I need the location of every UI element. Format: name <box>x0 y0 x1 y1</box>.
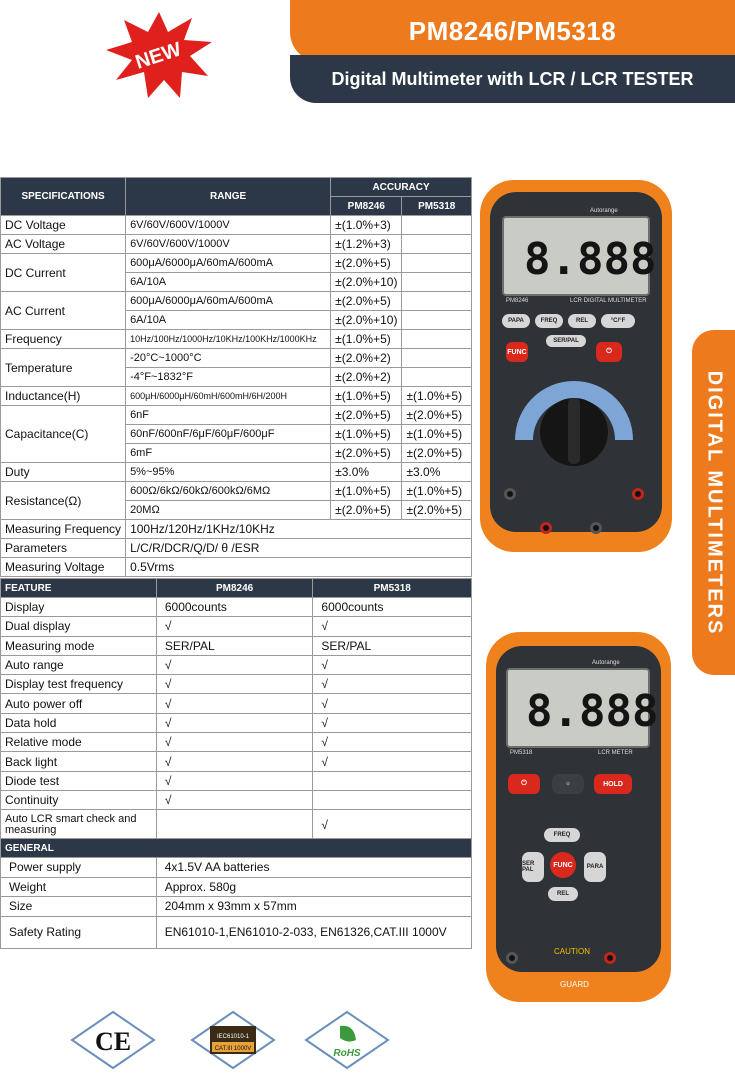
rel-button[interactable]: REL <box>568 314 596 328</box>
lcd-digits-2: 8.888 <box>526 686 659 737</box>
spec-accuracy-pm5318 <box>402 216 472 235</box>
minus-jack[interactable] <box>506 952 518 964</box>
spec-range: 600μA/6000μA/60mA/600mA <box>126 254 331 273</box>
pm5318-header: PM5318 <box>402 197 472 216</box>
spec-accuracy-pm8246: ±(2.0%+10) <box>331 273 402 292</box>
lcd-digits: 8.888 <box>524 234 657 285</box>
spec-accuracy-pm5318: ±(2.0%+5) <box>402 444 472 463</box>
general-row <box>1 897 472 917</box>
category-label: DIGITAL MULTIMETERS <box>703 370 725 635</box>
ma-jack[interactable] <box>540 522 552 534</box>
general-value: 4x1.5V AA batteries <box>156 858 471 878</box>
temp-unit-button[interactable]: °C/°F <box>601 314 635 328</box>
feature-pm8246: √ <box>156 675 313 694</box>
pm8246-header: PM8246 <box>331 197 402 216</box>
feature-name: Relative mode <box>1 733 157 752</box>
feature-header: FEATURE <box>1 579 157 598</box>
spec-row <box>1 558 472 577</box>
feature-pm5318: 6000counts <box>313 598 472 617</box>
feature-pm5318: SER/PAL <box>313 636 472 655</box>
subtitle-banner <box>290 55 735 103</box>
spec-name: DC Current <box>1 254 126 292</box>
backlight-button[interactable]: ☼ <box>552 774 584 794</box>
spec-accuracy-pm5318 <box>402 368 472 387</box>
spec-accuracy-pm8246: ±(2.0%+5) <box>331 406 402 425</box>
caption-label: LCR DIGITAL MULTIMETER <box>570 298 647 304</box>
feature-pm8246: √ <box>156 771 313 790</box>
spec-range: 20MΩ <box>126 501 331 520</box>
freq-button[interactable]: FREQ <box>535 314 563 328</box>
spec-range: 6A/10A <box>126 273 331 292</box>
feature-pm5318: √ <box>313 617 472 636</box>
spec-accuracy-pm8246: ±(1.0%+5) <box>331 330 402 349</box>
feature-name: Auto power off <box>1 694 157 713</box>
general-value: EN61010-1,EN61010-2-033, EN61326,CAT.III 1000V <box>156 916 471 948</box>
spec-range: 6A/10A <box>126 311 331 330</box>
ser-pal-button-2[interactable]: SER PAL <box>522 852 544 882</box>
feature-pm5318 <box>313 771 472 790</box>
spec-accuracy-pm8246: ±(1.0%+5) <box>331 387 402 406</box>
feature-pm5318: √ <box>313 810 472 840</box>
spec-range: 6nF <box>126 406 331 425</box>
iec-logo-line2: CAT.III 1000V <box>214 1046 252 1052</box>
vhz-jack[interactable] <box>632 488 644 500</box>
spec-accuracy-pm8246: ±(1.2%+3) <box>331 235 402 254</box>
spec-accuracy-pm8246: ±(2.0%+2) <box>331 368 402 387</box>
spec-row <box>1 520 472 539</box>
spec-accuracy-pm5318 <box>402 330 472 349</box>
feature-pm5318: √ <box>313 733 472 752</box>
spec-range: 60nF/600nF/6μF/60μF/600μF <box>126 425 331 444</box>
feature-row <box>1 810 472 840</box>
spec-name: AC Voltage <box>1 235 126 254</box>
general-name: Safety Rating <box>1 916 157 948</box>
spec-accuracy-pm8246: ±(1.0%+5) <box>331 425 402 444</box>
spec-range: -4°F~1832°F <box>126 368 331 387</box>
rohs-logo <box>302 1010 392 1070</box>
general-row <box>1 858 472 878</box>
device-pm8246 <box>480 180 672 552</box>
general-row <box>1 916 472 948</box>
spec-range: 6V/60V/600V/1000V <box>126 235 331 254</box>
feature-table <box>0 578 472 840</box>
page-subtitle: Digital Multimeter with LCR / LCR TESTER <box>331 68 694 89</box>
ser-pal-button[interactable]: SER/PAL <box>546 335 586 347</box>
feature-row <box>1 636 472 655</box>
spec-row <box>1 387 472 406</box>
spec-row <box>1 406 472 425</box>
power-button-2[interactable]: ⏻ <box>508 774 540 794</box>
feature-row <box>1 752 472 771</box>
general-name: Power supply <box>1 858 157 878</box>
general-name: Weight <box>1 877 157 897</box>
feature-name: Dual display <box>1 617 157 636</box>
spec-row <box>1 235 472 254</box>
feature-name: Diode test <box>1 771 157 790</box>
hold-button[interactable]: HOLD <box>594 774 632 794</box>
autorange-label: Autorange <box>590 208 618 214</box>
lcd-display <box>502 216 657 296</box>
range-header: RANGE <box>126 178 331 216</box>
spec-name: Temperature <box>1 349 126 387</box>
spec-accuracy-pm5318 <box>402 254 472 273</box>
func-button[interactable]: FUNC <box>506 342 528 362</box>
spec-range: 10Hz/100Hz/1000Hz/10KHz/100KHz/1000KHz <box>126 330 331 349</box>
feature-row <box>1 790 472 809</box>
ce-logo-text: CE <box>94 1027 132 1056</box>
feature-row <box>1 733 472 752</box>
spec-accuracy-pm5318 <box>402 349 472 368</box>
feature-pm5318 <box>313 790 472 809</box>
feature-pm5318: √ <box>313 675 472 694</box>
spec-row <box>1 330 472 349</box>
spec-name: AC Current <box>1 292 126 330</box>
feature-name: Auto LCR smart check and measuring <box>1 810 157 840</box>
lcr-jack[interactable] <box>504 488 516 500</box>
spec-value: 0.5Vrms <box>126 558 472 577</box>
com-jack[interactable] <box>590 522 602 534</box>
func-button-2[interactable]: FUNC <box>550 852 576 878</box>
iec-logo <box>188 1010 278 1070</box>
device-pm5318 <box>486 632 671 1002</box>
iec-logo-line1: IEC61010-1 <box>216 1034 250 1040</box>
spec-row <box>1 216 472 235</box>
feature-row <box>1 771 472 790</box>
spec-accuracy-pm8246: ±(2.0%+5) <box>331 501 402 520</box>
accuracy-header: ACCURACY <box>331 178 472 197</box>
general-header: GENERAL <box>1 839 472 858</box>
feature-pm5318: √ <box>313 713 472 732</box>
new-badge-text: NEW <box>132 38 184 74</box>
feature-name: Data hold <box>1 713 157 732</box>
spec-name: Inductance(H) <box>1 387 126 406</box>
para-button[interactable]: PARA <box>584 852 606 882</box>
spec-accuracy-pm5318: ±(2.0%+5) <box>402 501 472 520</box>
autorange-label-2: Autorange <box>592 660 620 666</box>
feature-name: Display test frequency <box>1 675 157 694</box>
spec-accuracy-pm8246: ±(1.0%+3) <box>331 216 402 235</box>
general-value: 204mm x 93mm x 57mm <box>156 897 471 917</box>
feature-row <box>1 617 472 636</box>
rel-button-2[interactable]: REL <box>548 887 578 901</box>
feature-pm5318-header: PM5318 <box>313 579 472 598</box>
spec-accuracy-pm5318: ±(1.0%+5) <box>402 425 472 444</box>
spec-value: 100Hz/120Hz/1KHz/10KHz <box>126 520 472 539</box>
general-name: Size <box>1 897 157 917</box>
spec-row <box>1 539 472 558</box>
freq-button-2[interactable]: FREQ <box>544 828 580 842</box>
feature-name: Display <box>1 598 157 617</box>
spec-accuracy-pm8246: ±(2.0%+5) <box>331 292 402 311</box>
spec-name: Measuring Voltage <box>1 558 126 577</box>
feature-pm8246: √ <box>156 790 313 809</box>
feature-pm5318: √ <box>313 655 472 674</box>
feature-pm8246: √ <box>156 733 313 752</box>
feature-pm8246: 6000counts <box>156 598 313 617</box>
guard-label: GUARD <box>560 980 589 989</box>
spec-accuracy-pm8246: ±(2.0%+5) <box>331 444 402 463</box>
new-badge <box>104 10 214 100</box>
spec-accuracy-pm8246: ±(2.0%+2) <box>331 349 402 368</box>
feature-pm8246: √ <box>156 752 313 771</box>
spec-header: SPECIFICATIONS <box>1 178 126 216</box>
spec-row <box>1 482 472 501</box>
feature-row <box>1 675 472 694</box>
feature-row <box>1 598 472 617</box>
lcd-display-2 <box>506 668 659 748</box>
spec-accuracy-pm8246: ±3.0% <box>331 463 402 482</box>
spec-range: 600μH/6000μH/60mH/600mH/6H/200H <box>126 387 331 406</box>
spec-name: Resistance(Ω) <box>1 482 126 520</box>
spec-name: DC Voltage <box>1 216 126 235</box>
category-tab <box>692 330 735 675</box>
feature-pm8246 <box>156 810 313 840</box>
spec-value: L/C/R/DCR/Q/D/ θ /ESR <box>126 539 472 558</box>
rohs-logo-text: RoHS <box>333 1048 361 1059</box>
caution-label: CAUTION <box>554 947 590 956</box>
general-table <box>0 838 472 949</box>
feature-row <box>1 713 472 732</box>
spec-name: Measuring Frequency <box>1 520 126 539</box>
rotary-dial[interactable] <box>510 360 638 470</box>
feature-pm5318: √ <box>313 694 472 713</box>
plus-jack[interactable] <box>604 952 616 964</box>
feature-pm8246: √ <box>156 655 313 674</box>
papa-button[interactable]: PAPA <box>502 314 530 328</box>
spec-row <box>1 292 472 311</box>
spec-row <box>1 349 472 368</box>
spec-range: 6mF <box>126 444 331 463</box>
caption-label-2: LCR METER <box>598 750 633 756</box>
general-value: Approx. 580g <box>156 877 471 897</box>
feature-pm8246: SER/PAL <box>156 636 313 655</box>
spec-accuracy-pm5318 <box>402 292 472 311</box>
feature-name: Auto range <box>1 655 157 674</box>
feature-pm5318: √ <box>313 752 472 771</box>
spec-accuracy-pm5318: ±3.0% <box>402 463 472 482</box>
spec-row <box>1 463 472 482</box>
title-banner <box>290 0 735 62</box>
spec-accuracy-pm5318 <box>402 235 472 254</box>
page-title: PM8246/PM5318 <box>408 15 617 46</box>
feature-pm8246: √ <box>156 694 313 713</box>
spec-name: Frequency <box>1 330 126 349</box>
feature-row <box>1 694 472 713</box>
power-button[interactable]: ⏻ <box>596 342 622 362</box>
feature-row <box>1 655 472 674</box>
general-row <box>1 877 472 897</box>
feature-name: Measuring mode <box>1 636 157 655</box>
spec-range: 6V/60V/600V/1000V <box>126 216 331 235</box>
model-label: PM8246 <box>506 298 529 304</box>
feature-pm8246: √ <box>156 713 313 732</box>
feature-pm8246-header: PM8246 <box>156 579 313 598</box>
spec-accuracy-pm8246: ±(1.0%+5) <box>331 482 402 501</box>
spec-row <box>1 254 472 273</box>
spec-name: Parameters <box>1 539 126 558</box>
spec-accuracy-pm5318: ±(1.0%+5) <box>402 482 472 501</box>
spec-range: 5%~95% <box>126 463 331 482</box>
spec-name: Duty <box>1 463 126 482</box>
model-label-2: PM5318 <box>510 750 533 756</box>
spec-accuracy-pm5318: ±(2.0%+5) <box>402 406 472 425</box>
spec-accuracy-pm5318 <box>402 273 472 292</box>
spec-accuracy-pm8246: ±(2.0%+5) <box>331 254 402 273</box>
spec-range: -20°C~1000°C <box>126 349 331 368</box>
spec-accuracy-pm8246: ±(2.0%+10) <box>331 311 402 330</box>
ce-logo <box>68 1010 158 1070</box>
spec-accuracy-pm5318 <box>402 311 472 330</box>
spec-accuracy-pm5318: ±(1.0%+5) <box>402 387 472 406</box>
spec-table <box>0 177 472 577</box>
spec-name: Capacitance(C) <box>1 406 126 463</box>
feature-name: Back light <box>1 752 157 771</box>
feature-name: Continuity <box>1 790 157 809</box>
spec-range: 600μA/6000μA/60mA/600mA <box>126 292 331 311</box>
feature-pm8246: √ <box>156 617 313 636</box>
spec-range: 600Ω/6kΩ/60kΩ/600kΩ/6MΩ <box>126 482 331 501</box>
